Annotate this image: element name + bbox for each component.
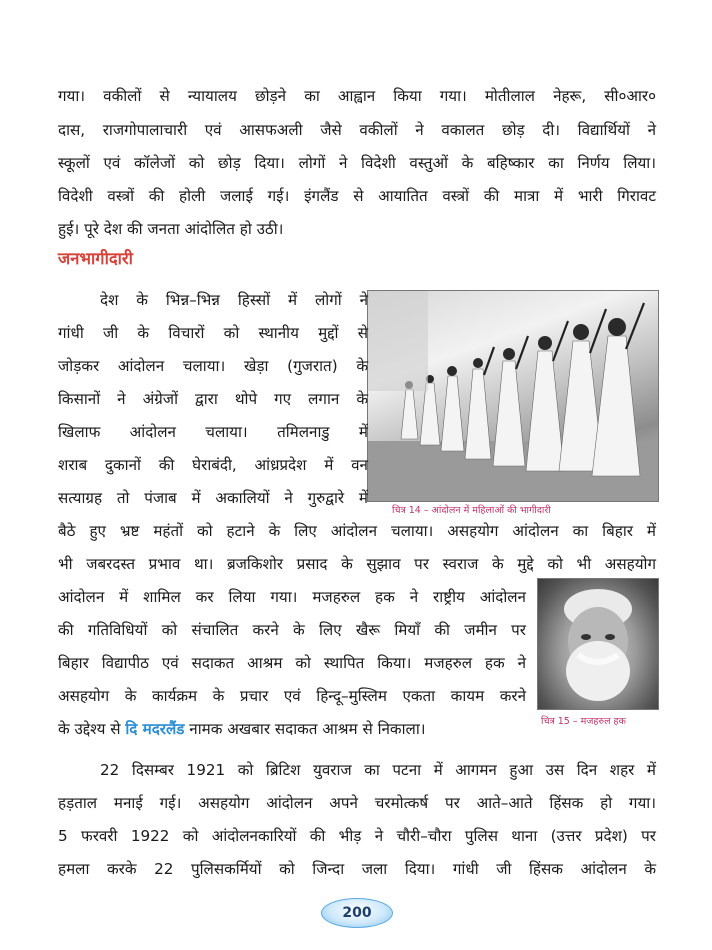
para3-line-4: हमला करके 22 पुलिसकर्मियों को जिन्दा जला दिया। गांधी जी हिंसक आंदोलन के bbox=[58, 860, 656, 878]
para2-narrow-line-2: गांधी जी के विचारों को स्थानीय मुद्दों से bbox=[58, 324, 368, 342]
section-heading: जनभागीदारी bbox=[58, 249, 133, 268]
para3-line-3: 5 फरवरी 1922 को आंदोलनकारियों की भीड़ ने चौरी–चौरा पुलिस थाना (उत्तर प्रदेश) पर bbox=[58, 827, 656, 845]
para2-mid-line-3: बिहार विद्यापीठ एवं सदाकत आश्रम को स्थापित किया। मजहरुल हक ने bbox=[58, 654, 526, 672]
women-march-photo bbox=[367, 290, 659, 502]
newspaper-name: दि मदरलैंड bbox=[125, 720, 185, 738]
para2-narrow-line-3: जोड़कर आंदोलन चलाया। खेड़ा (गुजरात) के bbox=[58, 357, 368, 375]
para2-narrow-line-7: सत्याग्रह तो पंजाब में अकालियों ने गुरुद्वारे में bbox=[58, 489, 368, 507]
para1-line-4: विदेशी वस्त्रों की होली जलाई गई। इंगलैंड से आयातित वस्त्रों की मात्रा में भारी गिरावट bbox=[58, 187, 656, 205]
para2-full-line-2: भी जबरदस्त प्रभाव था। ब्रजकिशोर प्रसाद के सुझाव पर स्वराज के मुद्दे को भी असहयोग bbox=[58, 555, 656, 573]
text-after-highlight: नामक अखबार सदाकत आश्रम से निकाला। bbox=[184, 720, 426, 738]
para1-line-3: स्कूलों एवं कॉलेजों को छोड़ दिया। लोगों ने विदेशी वस्तुओं के बहिष्कार का निर्णय लिया। bbox=[58, 154, 656, 172]
para2-narrow-line-5: खिलाफ आंदोलन चलाया। तमिलनाडु में bbox=[58, 423, 368, 441]
page-number: 200 bbox=[321, 898, 393, 928]
para2-narrow-line-1: देश के भिन्न–भिन्न हिस्सों में लोगों ने bbox=[100, 291, 368, 309]
photo-caption-15: चित्र 15 – मजहरुल हक bbox=[541, 716, 626, 727]
para3-line-1: 22 दिसम्बर 1921 को ब्रिटिश युवराज का पटना में आगमन हुआ उस दिन शहर में bbox=[100, 761, 656, 779]
para1-line-2: दास, राजगोपालाचारी एवं आसफअली जैसे वकीलों ने वकालत छोड़ दी। विद्यार्थियों ने bbox=[58, 121, 656, 139]
para2-mid-line-2: की गतिविधियों को संचालित करने के लिए खैरू मियाँ की जमीन पर bbox=[58, 621, 526, 639]
para3-line-2: हड़ताल मनाई गई। असहयोग आंदोलन अपने चरमोत्कर्ष पर आते–आते हिंसक हो गया। bbox=[58, 794, 656, 812]
para1-line-1: गया। वकीलों से न्यायालय छोड़ने का आह्वान किया गया। मोतीलाल नेहरू, सी०आर० bbox=[58, 87, 656, 105]
para2-mid-line-1: आंदोलन में शामिल कर लिया गया। मजहरुल हक ने राष्ट्रीय आंदोलन bbox=[58, 588, 526, 606]
para2-narrow-line-6: शराब दुकानों की घेराबंदी, आंध्रप्रदेश में वन bbox=[58, 456, 368, 474]
para2-narrow-line-4: किसानों ने अंग्रेजों द्वारा थोपे गए लगान के bbox=[58, 390, 368, 408]
photo-caption-14: चित्र 14 – आंदोलन में महिलाओं की भागीदारी bbox=[392, 505, 551, 516]
para2-mid-line-4: असहयोग के कार्यक्रम के प्रचार एवं हिन्दू–मुस्लिम एकता कायम करने bbox=[58, 687, 526, 705]
mazharul-haque-portrait bbox=[537, 578, 659, 710]
para2-full-line-1: बैठे हुए भ्रष्ट महंतों को हटाने के लिए आंदोलन चलाया। असहयोग आंदोलन का बिहार में bbox=[58, 522, 656, 540]
para1-line-5: हुई। पूरे देश की जनता आंदोलित हो उठी। bbox=[58, 220, 284, 238]
text-before-highlight: के उद्देश्य से bbox=[58, 720, 126, 738]
para2-mid-line-5 bbox=[58, 719, 426, 739]
